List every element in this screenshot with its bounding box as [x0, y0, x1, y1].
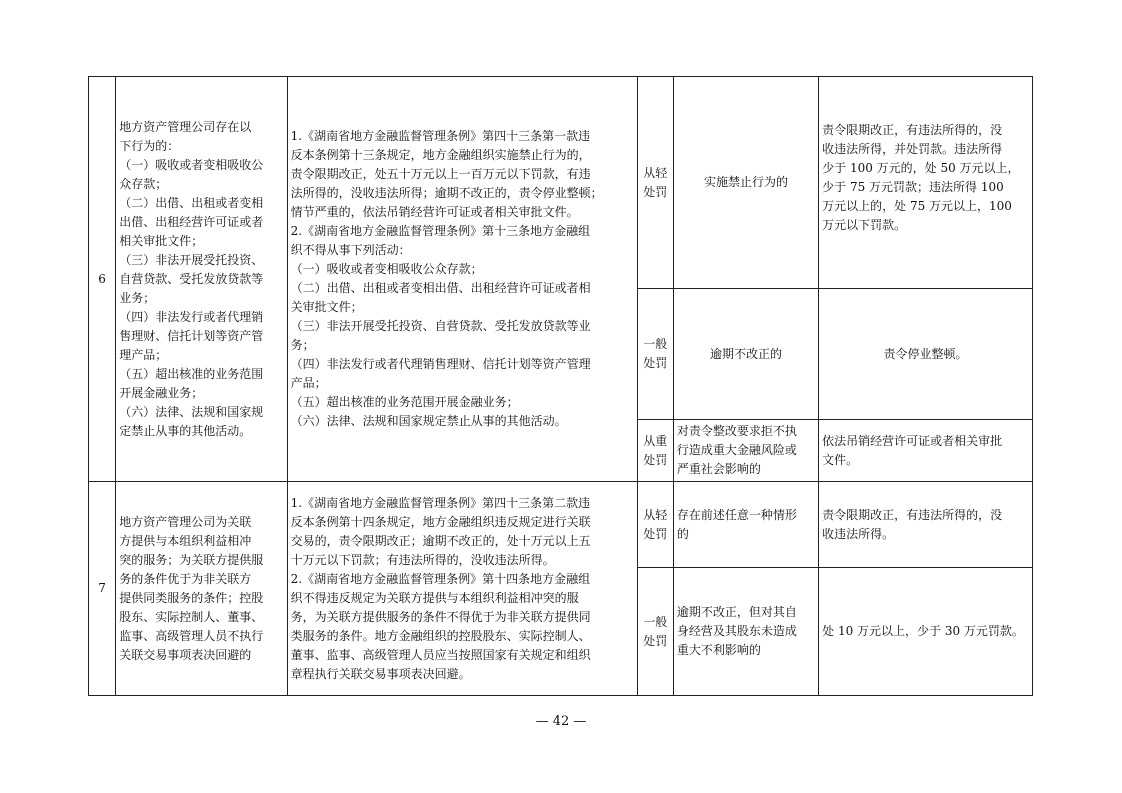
legal-basis — [287, 482, 637, 696]
text-line: 法所得的，没收违法所得；逾期不改正的，责令停业整顿； — [290, 186, 603, 200]
text-line: 十万元以下罚款；有违法所得的，没收违法所得。 — [290, 552, 555, 567]
text-line: （六）法律、法规和国家规 — [119, 404, 264, 419]
text-line: （二）出借、出租或者变相 — [119, 195, 264, 210]
text-line: 责令停业整顿。 — [883, 346, 968, 361]
text-line: 情节严重的，依法吊销经营许可证或者相关审批文件。 — [290, 205, 579, 219]
text-line: 自营贷款、受托发放贷款等 — [119, 271, 264, 286]
penalty-level — [637, 289, 673, 420]
text-line: 方提供与本组织利益相冲 — [119, 533, 252, 548]
text-line: 开展金融业务； — [119, 385, 204, 400]
text-line: 重大不利影响的 — [676, 643, 761, 657]
text-line: 责令限期改正，处五十万元以上一百万元以下罚款，有违 — [290, 167, 591, 181]
legal-basis — [287, 77, 637, 482]
text-line: 务的条件优于为非关联方 — [119, 571, 252, 586]
text-line: 少于 75 万元罚款；违法所得 100 — [822, 180, 1004, 194]
text-line: 处罚 — [643, 633, 668, 648]
text-line: 逾期不改正的 — [710, 346, 783, 361]
text-line: 责令限期改正，有违法所得的，没 — [822, 123, 1003, 137]
violation-description — [116, 77, 287, 482]
text-line: （三）非法开展受托投资、自营贷款、受托发放贷款等业 — [290, 319, 591, 333]
text-line: （四）非法发行或者代理销售理财、信托计划等资产管理 — [290, 357, 591, 371]
text-line: 收违法所得，并处罚款。违法所得 — [822, 142, 1003, 156]
text-line: （六）法律、法规和国家规定禁止从事的其他活动。 — [290, 414, 567, 428]
text-line: 处 10 万元以上，少于 30 万元罚款。 — [822, 624, 1024, 638]
penalty-standard-table — [88, 76, 1033, 696]
text-line: （一）吸收或者变相吸收公众存款； — [290, 262, 483, 276]
penalty-condition — [673, 420, 818, 482]
text-line: 处罚 — [643, 356, 668, 370]
text-line: 定禁止从事的其他活动。 — [119, 423, 252, 438]
penalty-level — [637, 568, 673, 696]
text-line: 收违法所得。 — [822, 526, 895, 541]
text-line: 一般 — [643, 614, 668, 629]
row-number: 6 — [89, 77, 116, 482]
text-line: 处罚 — [643, 452, 668, 467]
text-line: 严重社会影响的 — [676, 462, 761, 476]
text-line: 众存款； — [119, 176, 168, 191]
text-line: （三）非法开展受托投资、 — [119, 252, 264, 267]
text-line: 万元以上的，处 75 万元以上，100 — [822, 199, 1012, 213]
text-line: 售理财、信托计划等资产管 — [119, 328, 264, 343]
text-line: 1.《湖南省地方金融监督管理条例》第四十三条第一款违 — [290, 129, 591, 143]
text-line: 依法吊销经营许可证或者相关审批 — [822, 433, 1003, 448]
text-line: 章程执行关联交易事项表决回避。 — [290, 666, 471, 681]
text-line: 的 — [676, 526, 689, 541]
text-line: 从重 — [643, 433, 668, 448]
text-line: （五）超出核准的业务范围开展金融业务； — [290, 395, 519, 409]
penalty-condition — [673, 289, 818, 420]
violation-description — [116, 482, 287, 696]
penalty-measure — [819, 289, 1033, 420]
text-line: 存在前述任意一种情形 — [676, 507, 797, 522]
text-line: 下行为的： — [119, 138, 180, 153]
text-line: 责令限期改正，有违法所得的，没 — [822, 507, 1003, 522]
text-line: 理产品； — [119, 347, 168, 362]
text-line: 织不得从事下列活动： — [290, 243, 411, 257]
text-line: 从轻 — [643, 165, 668, 180]
text-line: 从轻 — [643, 507, 668, 522]
text-line: 关联交易事项表决回避的 — [119, 647, 252, 662]
text-line: 处罚 — [643, 184, 668, 199]
text-line: 处罚 — [643, 526, 668, 541]
row-number: 7 — [89, 482, 116, 696]
text-line: 监事、高级管理人员不执行 — [119, 628, 264, 643]
text-line: 少于 100 万元的，处 50 万元以上， — [822, 161, 1020, 175]
text-line: 实施禁止行为的 — [704, 175, 789, 189]
text-line: 1.《湖南省地方金融监督管理条例》第四十三条第二款违 — [290, 495, 591, 510]
penalty-condition — [673, 482, 818, 568]
text-line: （五）超出核准的业务范围 — [119, 366, 264, 381]
text-line: 相关审批文件； — [119, 233, 204, 248]
text-line: （二）出借、出租或者变相出借、出租经营许可证或者相 — [290, 281, 591, 295]
page-number: — 42 — — [535, 714, 587, 729]
text-line: 提供同类服务的条件；控股 — [119, 590, 264, 605]
text-line: 类服务的条件。地方金融组织的控股股东、实际控制人、 — [290, 628, 591, 643]
penalty-level — [637, 482, 673, 568]
table-row — [89, 482, 1033, 568]
text-line: 股东、实际控制人、董事、 — [119, 609, 264, 624]
penalty-condition — [673, 568, 818, 696]
text-line: 地方资产管理公司为关联 — [119, 514, 252, 529]
text-line: 董事、监事、高级管理人员应当按照国家有关规定和组织 — [290, 647, 591, 662]
penalty-measure — [819, 77, 1033, 289]
text-line: 2.《湖南省地方金融监督管理条例》第十三条地方金融组 — [290, 224, 591, 238]
text-line: 产品； — [290, 376, 327, 390]
text-line: 2.《湖南省地方金融监督管理条例》第十四条地方金融组 — [290, 571, 591, 586]
table-row — [89, 77, 1033, 289]
text-line: 出借、出租经营许可证或者 — [119, 214, 264, 229]
text-line: 文件。 — [822, 452, 859, 467]
text-line: 业务； — [119, 290, 156, 305]
text-line: 突的服务；为关联方提供服 — [119, 552, 264, 567]
text-line: 交易的，责令限期改正；逾期不改正的，处十万元以上五 — [290, 533, 591, 548]
text-line: 反本条例第十四条规定，地方金融组织违反规定进行关联 — [290, 514, 591, 529]
text-line: 万元以下罚款。 — [822, 218, 907, 232]
text-line: 对责令整改要求拒不执 — [676, 424, 797, 438]
text-line: 地方资产管理公司存在以 — [119, 119, 252, 134]
penalty-measure — [819, 482, 1033, 568]
penalty-level — [637, 420, 673, 482]
penalty-condition — [673, 77, 818, 289]
text-line: 织不得违反规定为关联方提供与本组织利益相冲突的服 — [290, 590, 579, 605]
text-line: 身经营及其股东未造成 — [676, 624, 797, 638]
text-line: 反本条例第十三条规定，地方金融组织实施禁止行为的， — [290, 148, 591, 162]
text-line: （四）非法发行或者代理销 — [119, 309, 264, 324]
text-line: 务，为关联方提供服务的条件不得优于为非关联方提供同 — [290, 609, 591, 624]
penalty-measure — [819, 420, 1033, 482]
text-line: （一）吸收或者变相吸收公 — [119, 157, 264, 172]
penalty-level — [637, 77, 673, 289]
text-line: 一般 — [643, 337, 668, 351]
text-line: 行造成重大金融风险或 — [676, 443, 797, 457]
penalty-measure — [819, 568, 1033, 696]
text-line: 务； — [290, 338, 315, 352]
text-line: 关审批文件； — [290, 300, 363, 314]
text-line: 逾期不改正，但对其自 — [676, 605, 797, 619]
